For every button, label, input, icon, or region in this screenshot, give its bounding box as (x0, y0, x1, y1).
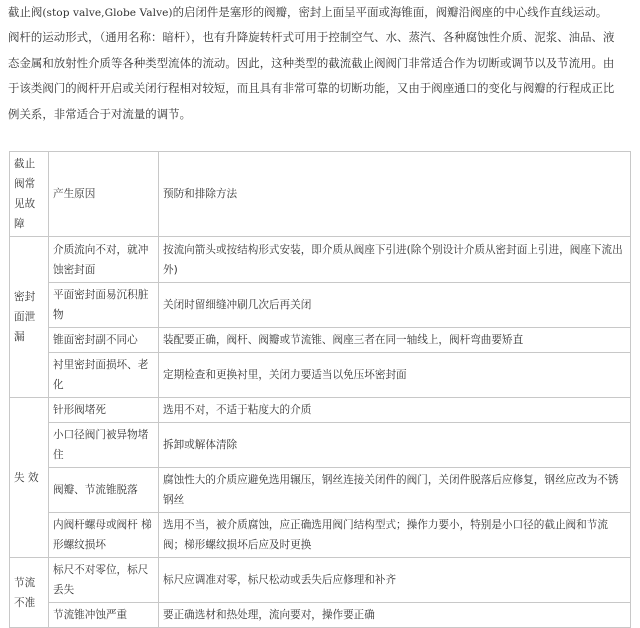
fix-cell: 选用不对，不适于粘度大的介质 (159, 398, 631, 423)
intro-line: 例关系，非常适合于对流量的调节。 (8, 106, 192, 121)
intro-english-name: (stop valve,Globe Valve) (42, 7, 173, 19)
table-row (10, 423, 631, 468)
group-part-cell: 密封面泄漏 (10, 237, 49, 398)
table-row (10, 353, 631, 398)
cause-cell: 节流锥冲蚀严重 (49, 603, 159, 628)
header-part: 截止阀常见故障 (10, 152, 49, 237)
cause-cell: 针形阀堵死 (49, 398, 159, 423)
cause-cell: 锥面密封副不同心 (49, 328, 159, 353)
table-row (10, 283, 631, 328)
intro-line: 态金属和放射性介质等各种类型流体的流动。因此，这种类型的截流截止阀阀门非常适合作为切断或调节以及节流用。由 (8, 55, 615, 70)
fix-cell: 关闭时留细缝冲刷几次后再关闭 (159, 283, 631, 328)
cause-cell: 衬里密封面损坏、老化 (49, 353, 159, 398)
table-row (10, 237, 631, 283)
fix-cell: 拆卸或解体清除 (159, 423, 631, 468)
table-row (10, 603, 631, 628)
cause-cell: 小口径阀门被异物堵住 (49, 423, 159, 468)
intro-paragraph (8, 0, 634, 127)
fix-cell: 选用不当，被介质腐蚀，应正确选用阀门结构型式；操作力要小，特别是小口径的截止阀和节流阀；梯形螺纹损坏后应及时更换 (159, 513, 631, 558)
intro-line: 阀杆的运动形式，（通用名称：暗杆），也有升降旋转杆式可用于控制空气、水、蒸汽、各种腐蚀性介质、泥浆、油品、液 (8, 30, 615, 45)
table-row (10, 513, 631, 558)
fault-table (9, 151, 631, 628)
table-row (10, 398, 631, 423)
fix-cell: 要正确选材和热处理，流向要对，操作要正确 (159, 603, 631, 628)
fix-cell: 按流向箭头或按结构形式安装，即介质从阀座下引进(除个别设计介质从密封面上引进，阀座下流出外) (159, 237, 631, 283)
fix-cell: 装配要正确，阀杆、阀瓣或节流锥、阀座三者在同一轴线上，阀杆弯曲要矫直 (159, 328, 631, 353)
header-cause: 产生原因 (49, 152, 159, 237)
intro-line: 于该类阀门的阀杆开启或关闭行程相对较短，而且具有非常可靠的切断功能，又由于阀座通口的变化与阀瓣的行程成正比 (8, 81, 615, 96)
intro-line (8, 0, 634, 25)
intro-text: 的启闭件是塞形的阀瓣，密封上面呈平面或海锥面，阀瓣沿阀座的中心线作直线运动。 (172, 5, 608, 19)
fix-cell: 腐蚀性大的介质应避免选用辗压，钢丝连接关闭件的阀门，关闭件脱落后应修复，钢丝应改为不锈钢丝 (159, 468, 631, 513)
cause-cell: 内阀杆螺母或阀杆 梯形螺纹损坏 (49, 513, 159, 558)
fix-cell: 定期检查和更换衬里，关闭力要适当以免压坏密封面 (159, 353, 631, 398)
cause-cell: 介质流向不对，就冲蚀密封面 (49, 237, 159, 283)
table-row (10, 328, 631, 353)
table-row (10, 558, 631, 603)
cause-cell: 标尺不对零位，标尺丢失 (49, 558, 159, 603)
table-header-row (10, 152, 631, 237)
group-part-cell: 节流不准 (10, 558, 49, 628)
fix-cell: 标尺应调准对零，标尺松动或丢失后应修理和补齐 (159, 558, 631, 603)
cause-cell: 阀瓣、节流锥脱落 (49, 468, 159, 513)
intro-text: 截止阀 (8, 5, 43, 19)
header-fix: 预防和排除方法 (159, 152, 631, 237)
group-part-cell: 失 效 (10, 398, 49, 558)
cause-cell: 平面密封面易沉积脏物 (49, 283, 159, 328)
table-row (10, 468, 631, 513)
